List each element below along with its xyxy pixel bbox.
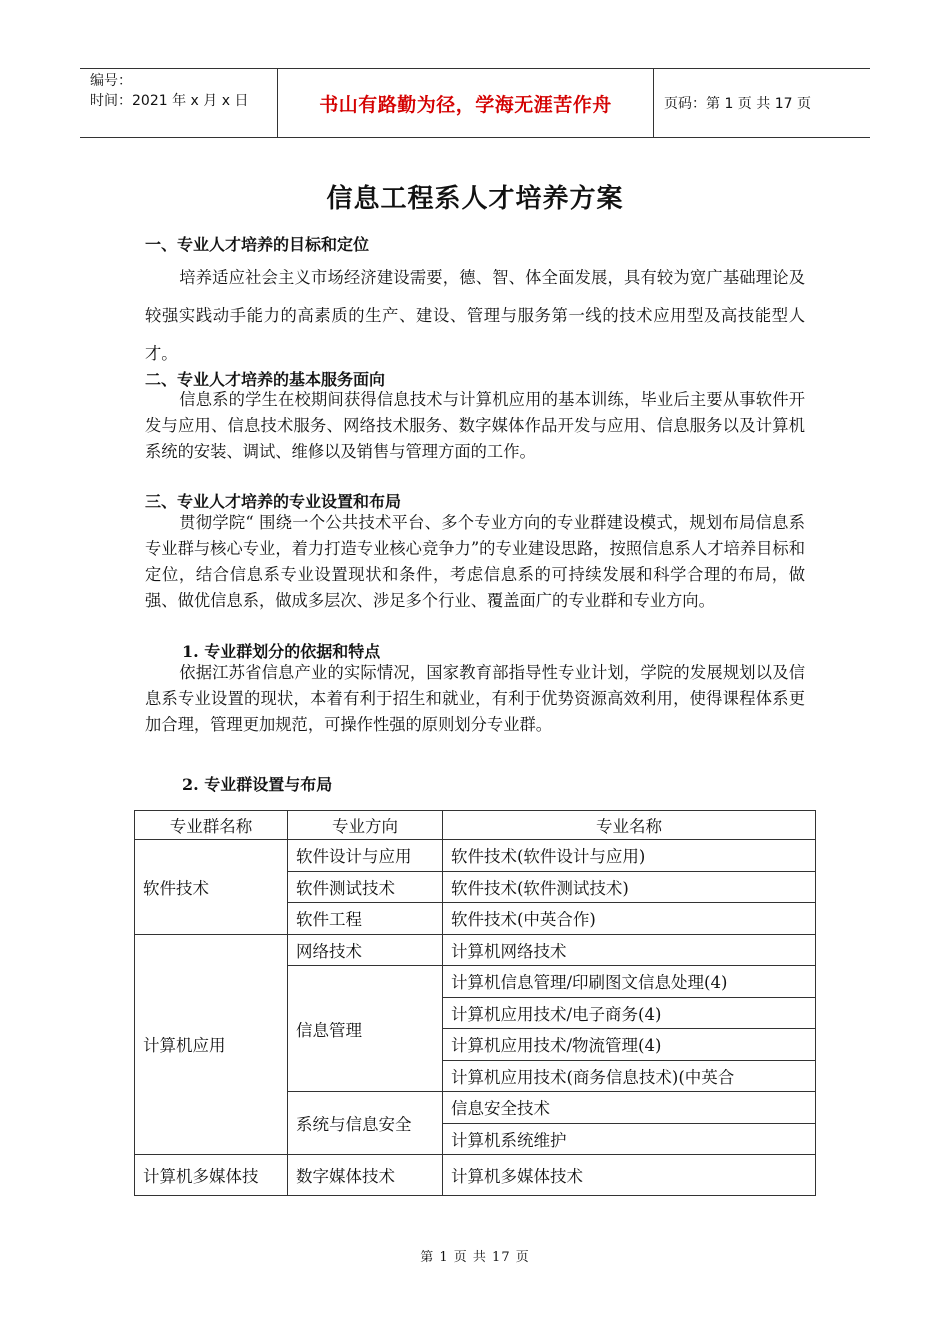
- page-header: [80, 68, 870, 138]
- table-header: 专业方向: [288, 811, 443, 840]
- direction-cell: 系统与信息安全: [288, 1092, 443, 1155]
- section1-heading: 一、专业人才培养的目标和定位: [145, 235, 370, 254]
- header-motto: 书山有路勤为径，学海无涯苦作舟: [278, 69, 654, 137]
- document-title: 信息工程系人才培养方案: [326, 184, 624, 214]
- table-row: [135, 1155, 816, 1196]
- page-footer: 第 1 页 共 17 页: [420, 1250, 530, 1265]
- direction-cell: 信息管理: [288, 966, 443, 1092]
- table-header: 专业名称: [443, 811, 816, 840]
- group-cell: 计算机应用: [135, 934, 288, 1155]
- section2-heading: 二、专业人才培养的基本服务面向: [145, 370, 386, 389]
- number-label: 编号：: [90, 73, 132, 89]
- major-cell: 计算机多媒体技术: [443, 1155, 816, 1196]
- major-cell: 计算机网络技术: [443, 934, 816, 966]
- subsection1-heading: 1. 专业群划分的依据和特点: [182, 642, 381, 661]
- header-page-label: 页码：第 1 页 共 17 页: [664, 96, 811, 112]
- major-cell: 计算机应用技术/物流管理(4): [443, 1029, 816, 1061]
- major-cell: 软件技术(软件测试技术): [443, 871, 816, 903]
- major-cell: 计算机信息管理/印刷图文信息处理(4): [443, 966, 816, 998]
- table-header: 专业群名称: [135, 811, 288, 840]
- major-cell: 软件技术(软件设计与应用): [443, 840, 816, 872]
- group-cell: 计算机多媒体技: [135, 1155, 288, 1196]
- section2-body: 信息系的学生在校期间获得信息技术与计算机应用的基本训练，毕业后主要从事软件开发与应用、信息技术服务、网络技术服务、数字媒体作品开发与应用、信息服务以及计算机系统的安装、调试、维修以及销售与管理方面的工作。: [145, 390, 805, 461]
- major-cell: 计算机应用技术/电子商务(4): [443, 997, 816, 1029]
- direction-cell: 数字媒体技术: [288, 1155, 443, 1196]
- time-label: 时间：2021 年 x 月 x 日: [90, 93, 249, 109]
- direction-cell: 软件工程: [288, 903, 443, 935]
- table-row: [135, 934, 816, 966]
- section1-body: 培养适应社会主义市场经济建设需要，德、智、体全面发展，具有较为宽广基础理论及较强实践动手能力的高素质的生产、建设、管理与服务第一线的技术应用型及高技能型人才。: [145, 268, 805, 363]
- subsection2-heading: 2. 专业群设置与布局: [182, 775, 333, 794]
- direction-cell: 网络技术: [288, 934, 443, 966]
- major-cell: 计算机应用技术(商务信息技术)(中英合: [443, 1060, 816, 1092]
- major-cell: 软件技术(中英合作): [443, 903, 816, 935]
- major-group-table: [134, 810, 816, 1196]
- section3-heading: 三、专业人才培养的专业设置和布局: [145, 492, 402, 511]
- header-meta: [80, 69, 278, 137]
- table-row: [135, 840, 816, 872]
- subsection1-body: 依据江苏省信息产业的实际情况，国家教育部指导性专业计划，学院的发展规划以及信息系专业设置的现状，本着有利于招生和就业，有利于优势资源高效利用，使得课程体系更加合理，管理更加规范，可操作性强的原则划分专业群。: [145, 663, 805, 734]
- major-cell: 信息安全技术: [443, 1092, 816, 1124]
- section3-body: 贯彻学院“ 围绕一个公共技术平台、多个专业方向的专业群建设模式，规划布局信息系专业群与核心专业，着力打造专业核心竞争力”的专业建设思路，按照信息系人才培养目标和定位，结合信息系专业设置现状和条件，考虑信息系的可持续发展和科学合理的布局，做强、做优信息系，做成多层次、涉足多个行业、覆盖面广的专业群和专业方向。: [145, 513, 805, 610]
- direction-cell: 软件设计与应用: [288, 840, 443, 872]
- direction-cell: 软件测试技术: [288, 871, 443, 903]
- group-cell: 软件技术: [135, 840, 288, 935]
- major-cell: 计算机系统维护: [443, 1123, 816, 1155]
- table-header-row: [135, 811, 816, 840]
